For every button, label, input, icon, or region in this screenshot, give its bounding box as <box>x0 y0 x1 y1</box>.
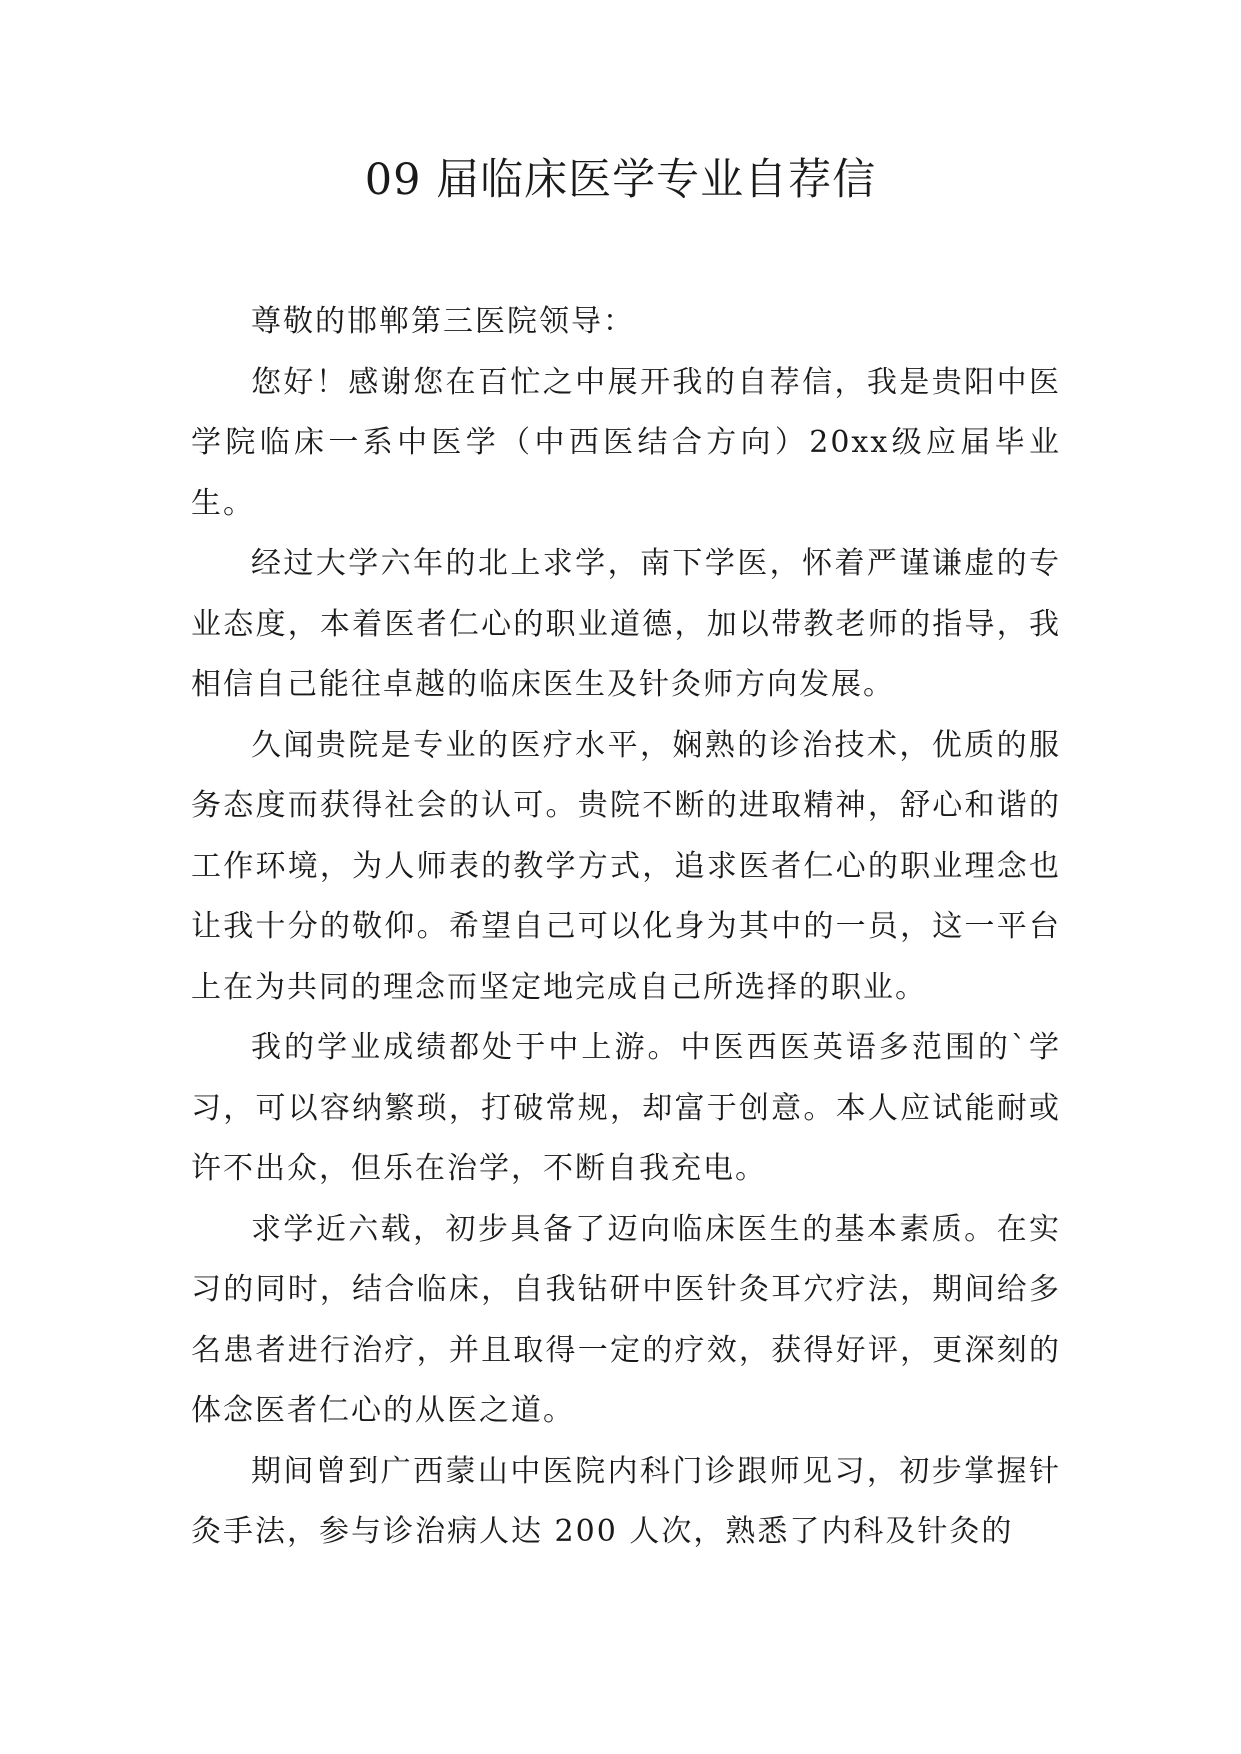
paragraph-hospital: 久闻贵院是专业的医疗水平，娴熟的诊治技术，优质的服务态度而获得社会的认可。贵院不断的进取精神，舒心和谐的工作环境，为人师表的教学方式，追求医者仁心的职业理念也让我十分的敬仰。希望自己可以化身为其中的一员，这一平台上在为共同的理念而坚定地完成自己所选择的职业。 <box>191 727 1061 1005</box>
paragraph-grades: 我的学业成绩都处于中上游。中医西医英语多范围的`学习，可以容纳繁琐，打破常规，却富于创意。本人应试能耐或许不出众，但乐在治学，不断自我充电。 <box>191 1030 1061 1186</box>
salutation: 尊敬的邯郸第三医院领导： <box>251 304 635 339</box>
letter-body <box>191 292 1061 1563</box>
paragraph-education: 经过大学六年的北上求学，南下学医，怀着严谨谦虚的专业态度，本着医者仁心的职业道德，加以带教老师的指导，我相信自己能往卓越的临床医生及针灸师方向发展。 <box>191 546 1061 702</box>
paragraph-practice: 求学近六载，初步具备了迈向临床医生的基本素质。在实习的同时，结合临床，自我钻研中医针灸耳穴疗法，期间给多名患者进行治疗，并且取得一定的疗效，获得好评，更深刻的体念医者仁心的从医之道。 <box>191 1211 1061 1428</box>
paragraph-greeting: 您好！感谢您在百忙之中展开我的自荐信，我是贵阳中医学院临床一系中医学（中西医结合方向）20xx级应届毕业生。 <box>191 364 1061 521</box>
paragraph-internship: 期间曾到广西蒙山中医院内科门诊跟师见习，初步掌握针灸手法，参与诊治病人达 200 人次，熟悉了内科及针灸的 <box>191 1453 1061 1549</box>
document-title: 09 届临床医学专业自荐信 <box>364 155 877 205</box>
